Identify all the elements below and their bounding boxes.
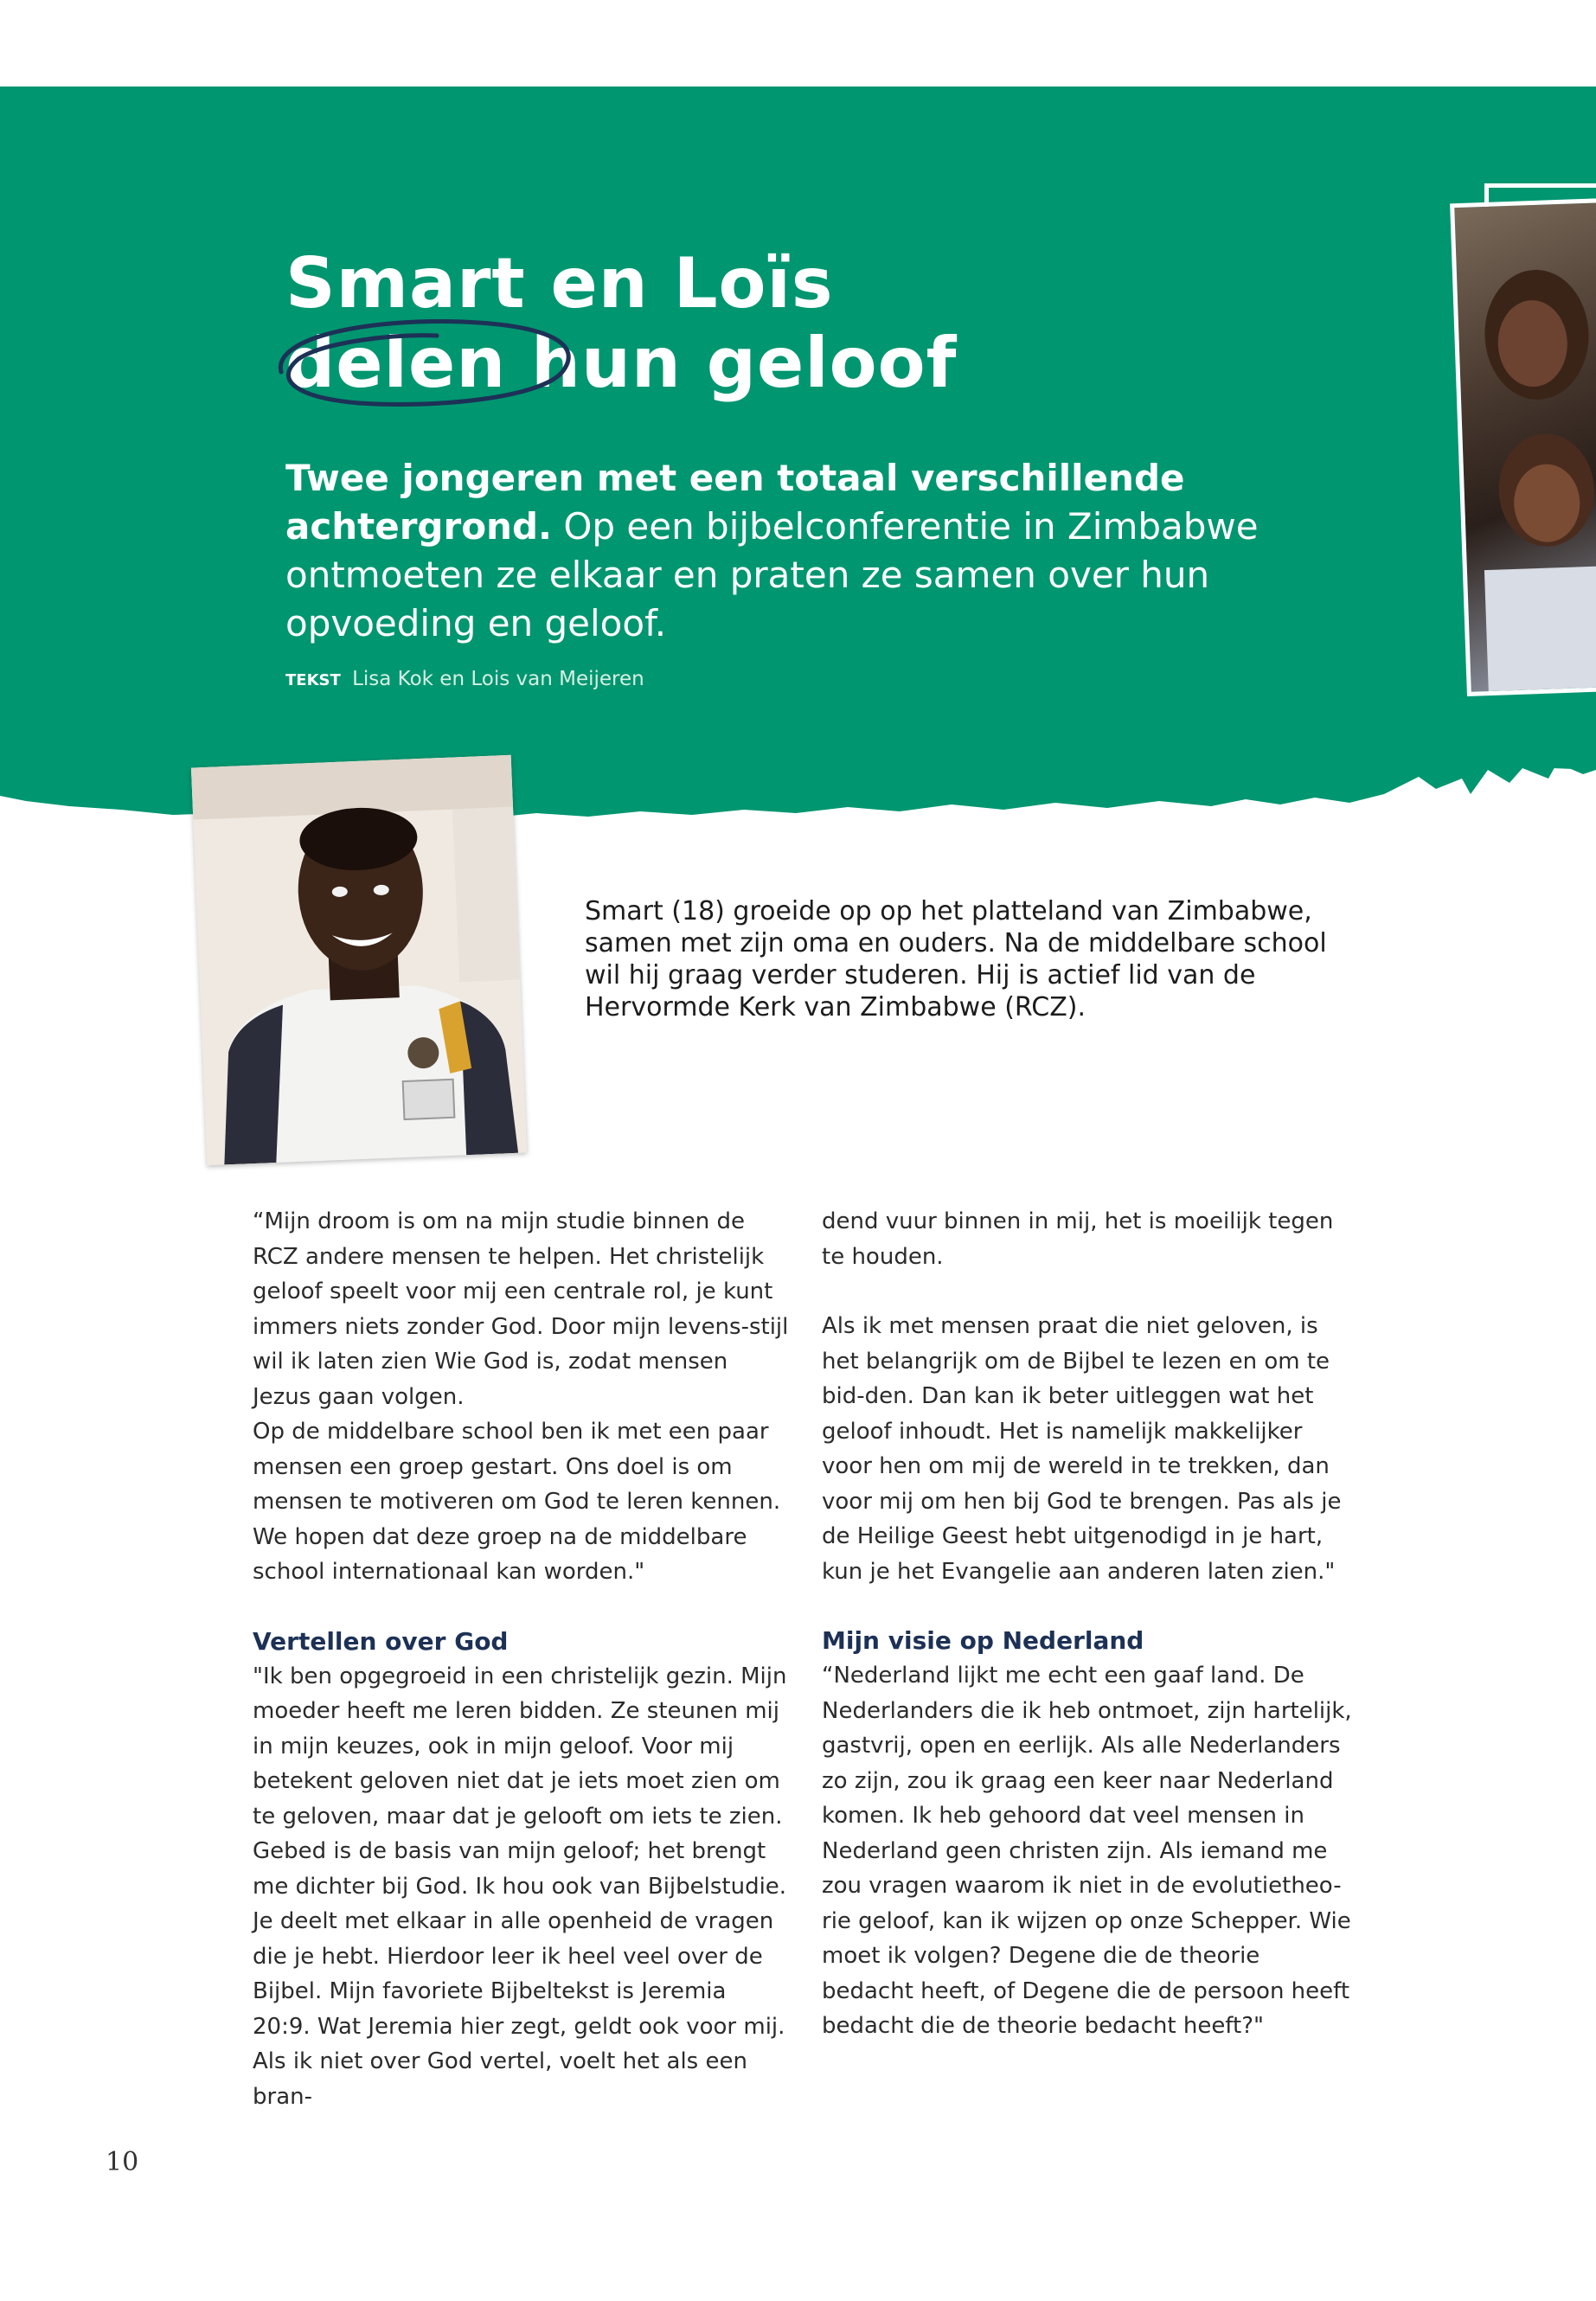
article-lead xyxy=(285,454,1410,648)
paragraph: “Nederland lijkt me echt een gaaf land. De Nederlanders die ik heb ontmoet, zijn hartelijk, gastvrij, open en eerlijk. Als alle Nederlanders zo zijn, zou ik graag een keer naar Nederland komen. Ik heb gehoord dat veel mensen in Nederland geen christen zijn. Als iemand me zou vragen waarom ik niet in de evolutietheo-rie geloof, kan ik wijzen op onze Schepper. Wie moet ik volgen? Degene die de theorie bedacht heeft, of Degene die de persoon heeft bedacht die de theorie bedacht heeft?" xyxy=(822,1663,1352,2039)
smart-portrait-photo xyxy=(191,755,527,1165)
title-line-2: delen hun geloof xyxy=(285,323,958,403)
banner-shape xyxy=(0,87,1596,820)
profile-intro: Smart (18) groeide op op het platteland van Zimbabwe, samen met zijn oma en ouders. Na de middelbare school wil hij graag verder studeren. Hij is actief lid van de Hervormde Kerk van Zimbabwe (RCZ). xyxy=(585,896,1327,1022)
lead-rest: Op een bijbelconferentie in Zimbabwe ontmoeten ze elkaar en praten ze samen over hun opvoeding en geloof. xyxy=(285,505,1259,644)
paragraph: Als ik met mensen praat die niet geloven, is het belangrijk om de Bijbel te lezen en om te bid-den. Dan kan ik beter uitleggen wat het geloof inhoudt. Het is namelijk makkelijker voor hen om mij de wereld in te trekken, dan voor mij om hen bij God te brengen. Pas als je de Heilige Geest hebt uitgenodigd in je hart, kun je het Evangelie aan anderen laten zien." xyxy=(822,1313,1342,1585)
byline xyxy=(285,668,644,690)
byline-label: TEKST xyxy=(285,671,341,689)
paragraph: "Ik ben opgegroeid in een christelijk gezin. Mijn moeder heeft me leren bidden. Ze steunen mij in mijn keuzes, ook in mijn geloof. Voor mij betekent geloven niet dat je iets moet zien om te geloven, maar dat je gelooft om iets te zien. Gebed is de basis van mijn geloof; het brengt me dichter bij God. Ik hou ook van Bijbelstudie. Je deelt met elkaar in alle openheid de vragen die je hebt. Hierdoor leer ik heel veel over de Bijbel. Mijn favoriete Bijbeltekst is Jeremia 20:9. Wat Jeremia hier zegt, geldt ook voor mij. Als ik niet over God vertel, voelt het als een bran- xyxy=(253,1663,787,2110)
paragraph: Op de middelbare school ben ik met een paar mensen een groep gestart. Ons doel is om mensen te motiveren om God te leren kennen. We hopen dat deze groep na de middelbare school internationaal kan worden." xyxy=(253,1419,781,1585)
paragraph: “Mijn droom is om na mijn studie binnen de RCZ andere mensen te helpen. Het christelijk geloof speelt voor mij een centrale rol, je kunt immers niets zonder God. Door mijn levens-stijl wil ik laten zien Wie God is, zodat mensen Jezus gaan volgen. xyxy=(253,1208,789,1410)
section-heading: Vertellen over God xyxy=(253,1626,509,1656)
corner-photo xyxy=(1450,198,1596,696)
title-line-1: Smart en Loïs xyxy=(285,243,834,324)
section-heading: Mijn visie op Nederland xyxy=(822,1626,1144,1655)
byline-names: Lisa Kok en Lois van Meijeren xyxy=(352,668,644,690)
lead-bold: Twee jongeren met een totaal verschillende achtergrond. xyxy=(285,457,1185,548)
article-column-right xyxy=(822,1204,1358,2044)
page-number: 10 xyxy=(106,2147,139,2177)
paragraph: dend vuur binnen in mij, het is moeilijk tegen te houden. xyxy=(822,1208,1334,1270)
article-column-left xyxy=(253,1204,789,2114)
hand-drawn-circle xyxy=(264,311,593,415)
